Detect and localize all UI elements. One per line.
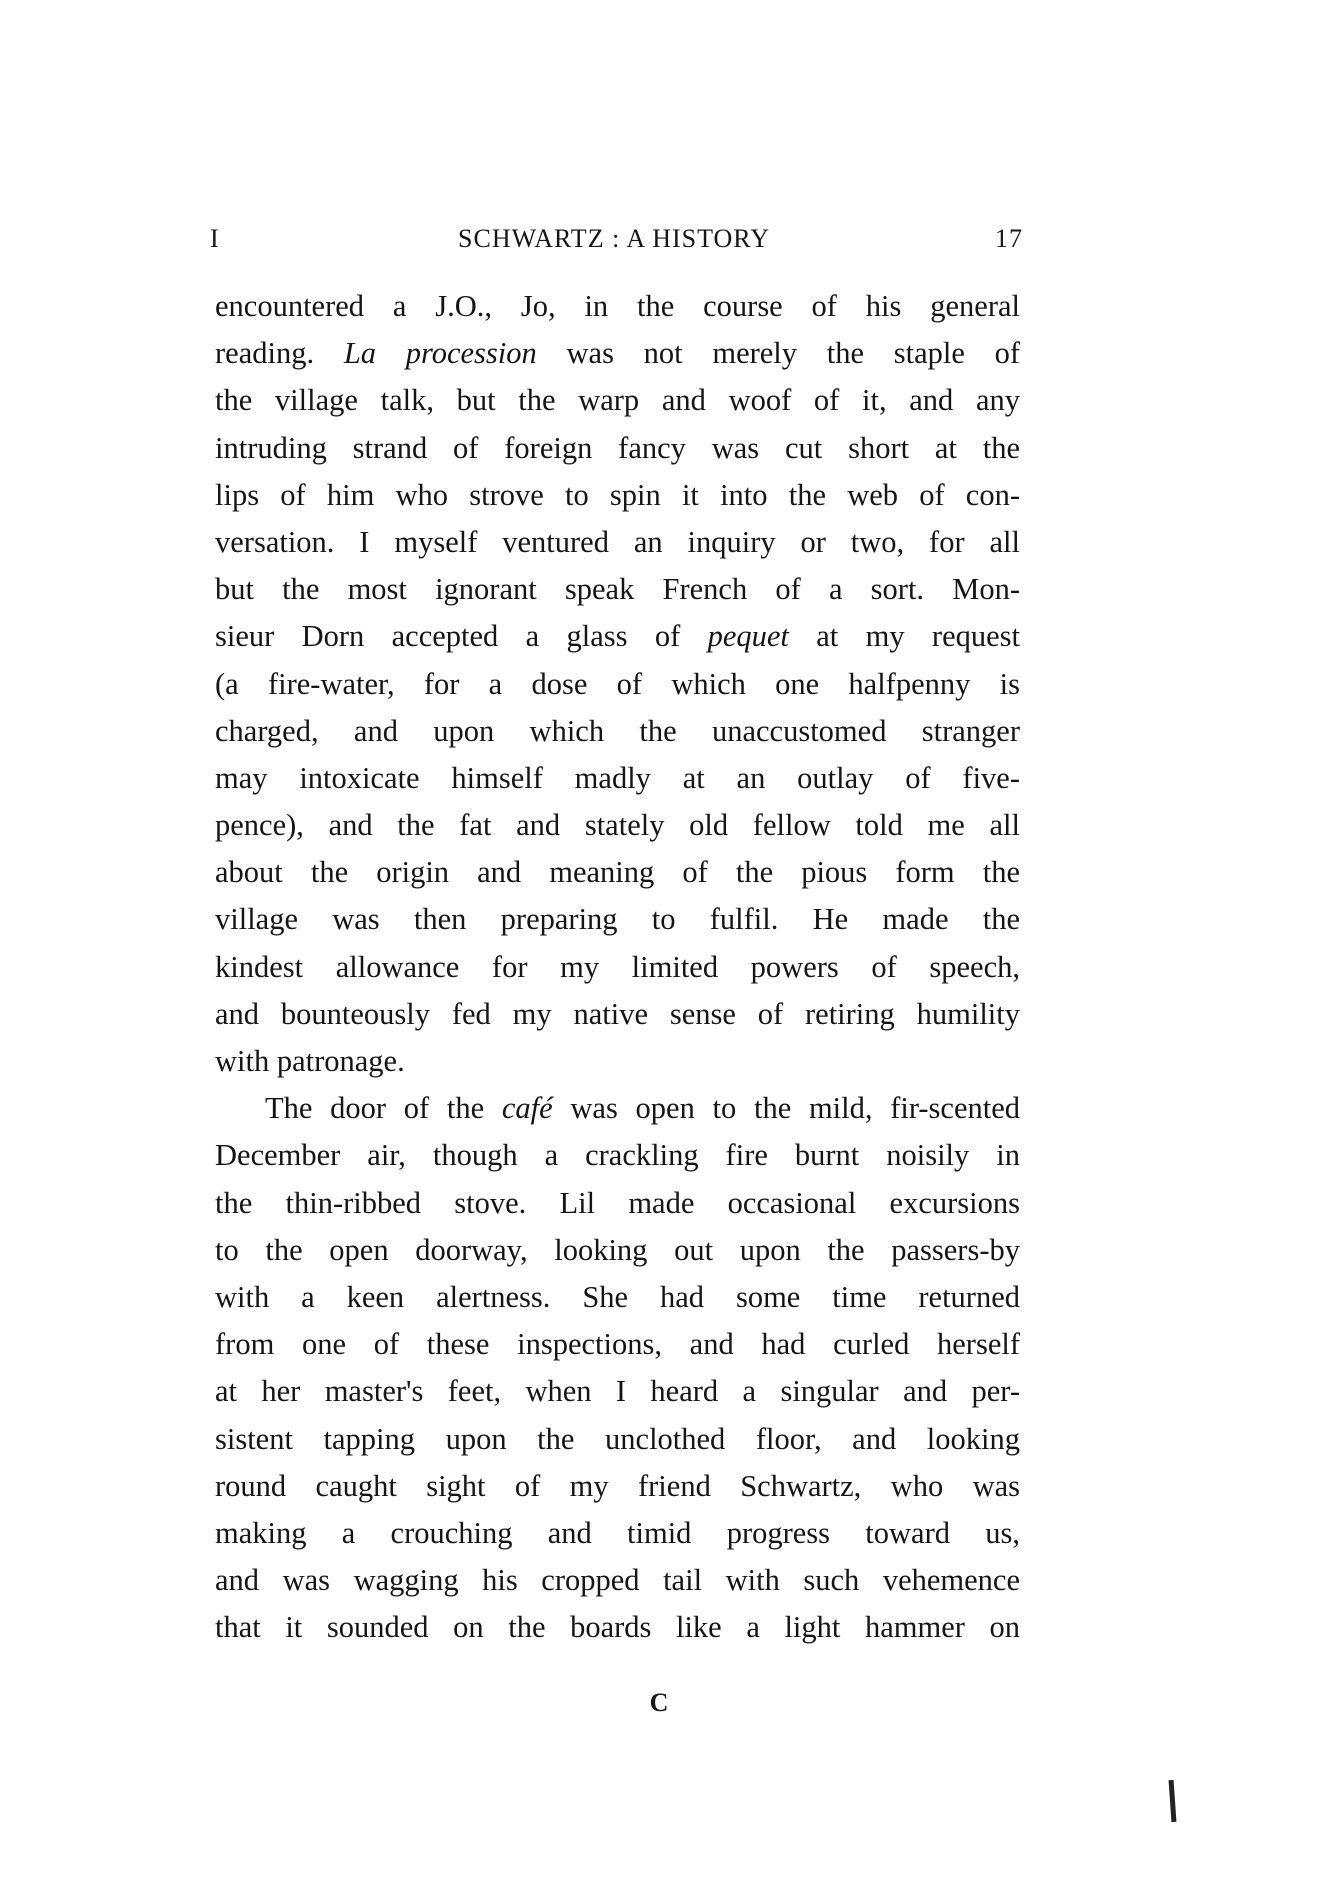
signature-mark: C [649,1688,669,1717]
ink-mark [1169,1780,1177,1822]
text-line: and was wagging his cropped tail with such vehemence [215,1563,1020,1598]
italic-word: café [501,1091,553,1126]
italic-word: pequet [707,619,789,654]
text-line: (a fire-water, for a dose of which one halfpenny is [215,666,1020,701]
text-line: encountered a J.O., Jo, in the course of his general [215,289,1020,323]
text-line: with patronage. [215,1044,405,1078]
text-line: sistent tapping upon the unclothed floor, and looking [215,1421,1020,1456]
text-line: lips of him who strove to spin it into the web of con- [215,477,1020,512]
text-line: that it sounded on the boards like a light hammer on [215,1610,1020,1645]
text-line: but the most ignorant speak French of a sort. Mon- [215,572,1020,607]
text-line: December air, though a crackling fire burnt noisily in [215,1138,1020,1173]
text-line: with a keen alertness. She had some time returned [215,1279,1020,1314]
text-line: The door of the café was open to the mild, fir-scented [265,1091,1020,1126]
text-line: about the origin and meaning of the pious form the [215,855,1020,890]
text-line: pence), and the fat and stately old fellow told me all [215,808,1020,843]
text-line: the village talk, but the warp and woof of it, and any [215,383,1020,418]
text-line: village was then preparing to fulfil. He made the [215,902,1020,937]
text-line: at her master's feet, when I heard a singular and per- [215,1374,1020,1409]
italic-phrase: La procession [343,336,537,371]
text-line: the thin-ribbed stove. Lil made occasional excursions [215,1185,1020,1220]
running-header [205,224,1023,264]
text-line: kindest allowance for my limited powers of speech, [215,949,1020,984]
text-line: round caught sight of my friend Schwartz, who was [215,1468,1020,1503]
text-line: may intoxicate himself madly at an outlay of five- [215,760,1020,795]
text-line: and bounteously fed my native sense of retiring humility [215,996,1020,1031]
page-number: 17 [995,224,1023,253]
text-line: charged, and upon which the unaccustomed stranger [215,713,1020,748]
text-line: to the open doorway, looking out upon the passers-by [215,1232,1020,1267]
text-line: reading. La procession was not merely the staple of [215,336,1020,371]
text-line: intruding strand of foreign fancy was cut short at the [215,430,1020,465]
text-line: sieur Dorn accepted a glass of pequet at my request [215,619,1020,654]
text-line: making a crouching and timid progress toward us, [215,1515,1020,1550]
running-title: SCHWARTZ : A HISTORY [458,224,770,253]
text-line: from one of these inspections, and had curled herself [215,1327,1020,1362]
text-line: versation. I myself ventured an inquiry or two, for all [215,524,1020,559]
body-text [215,283,1020,1651]
chapter-number: I [210,224,220,253]
